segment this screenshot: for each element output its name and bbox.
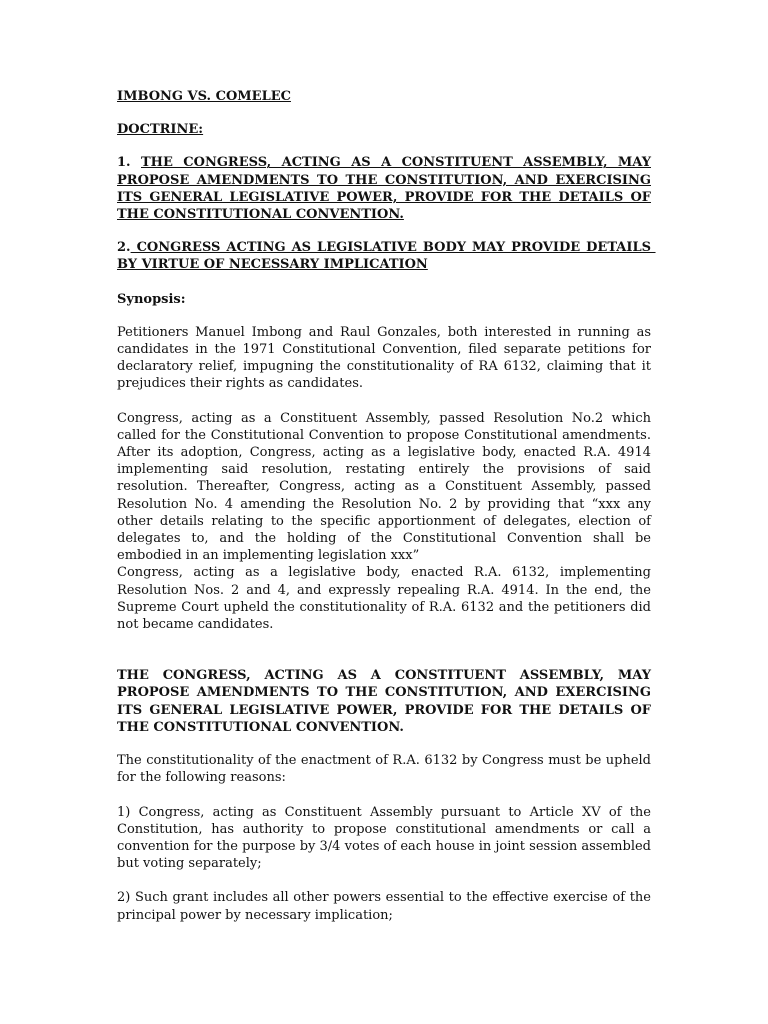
synopsis-paragraph-1: Petitioners Manuel Imbong and Raul Gonzales, both interested in running as candidates in the 1971 Constitutional Convention, filed separate petitions for declaratory relief, impugning the constitutionality of RA 6132, claiming that it prejudices their rights as candidates. (117, 324, 651, 392)
reason-1: 1) Congress, acting as Constituent Assembly pursuant to Article XV of the Constitution, has authority to propose constitutional amendments or call a convention for the purpose by 3/4 votes of each house in joint session assembled but voting separately; (117, 804, 651, 872)
synopsis-heading: Synopsis: (117, 291, 186, 307)
doctrine-2-text: CONGRESS ACTING AS LEGISLATIVE BODY MAY PROVIDE DETAILS BY VIRTUE OF NECESSARY IMPLICATION (117, 240, 656, 273)
doctrine-item-1 (117, 154, 651, 223)
reason-2: 2) Such grant includes all other powers essential to the effective exercise of the principal power by necessary implication; (117, 890, 651, 923)
doctrine-item-2 (117, 239, 656, 273)
doctrine-1-number: 1. (117, 155, 131, 171)
document-title: IMBONG VS. COMELEC (117, 89, 291, 104)
section-heading: THE CONGRESS, ACTING AS A CONSTITUENT ASSEMBLY, MAY PROPOSE AMENDMENTS TO THE CONSTITUTION, AND EXERCISING ITS GENERAL LEGISLATIVE POWER, PROVIDE FOR THE DETAILS OF THE CONSTITUTIONAL CONVENTION. (117, 668, 651, 735)
doctrine-2-number: 2. (117, 240, 131, 256)
synopsis-paragraph-2: Congress, acting as a Constituent Assembly, passed Resolution No.2 which called for the Constitutional Convention to propose Constitutional amendments. After its adoption, Congress, acting as a legislative body, enacted R.A. 4914 implementing said resolution, restating entirely the provisions of said resolution. Thereafter, Congress, acting as a Constituent Assembly, passed Resolution No. 4 amending the Resolution No. 2 by providing that “xxx any other details relating to the specific apportionment of delegates, election of delegates to, and the holding of the Constitutional Convention shall be embodied in an implementing legislation xxx” (117, 410, 651, 564)
doctrine-1-text: THE CONGRESS, ACTING AS A CONSTITUENT ASSEMBLY, MAY PROPOSE AMENDMENTS TO THE CONSTITUTION, AND EXERCISING ITS GENERAL LEGISLATIVE POWER, PROVIDE FOR THE DETAILS OF THE CONSTITUTIONAL CONVENTION. (117, 155, 651, 223)
document-page (117, 88, 656, 924)
doctrine-heading: DOCTRINE: (117, 122, 204, 138)
section-intro: The constitutionality of the enactment of R.A. 6132 by Congress must be upheld for the following reasons: (117, 753, 651, 786)
synopsis-paragraph-3: Congress, acting as a legislative body, enacted R.A. 6132, implementing Resolution Nos. 2 and 4, and expressly repealing R.A. 4914. In the end, the Supreme Court upheld the constitutionality of R.A. 6132 and the petitioners did not became candidates. (117, 565, 651, 633)
